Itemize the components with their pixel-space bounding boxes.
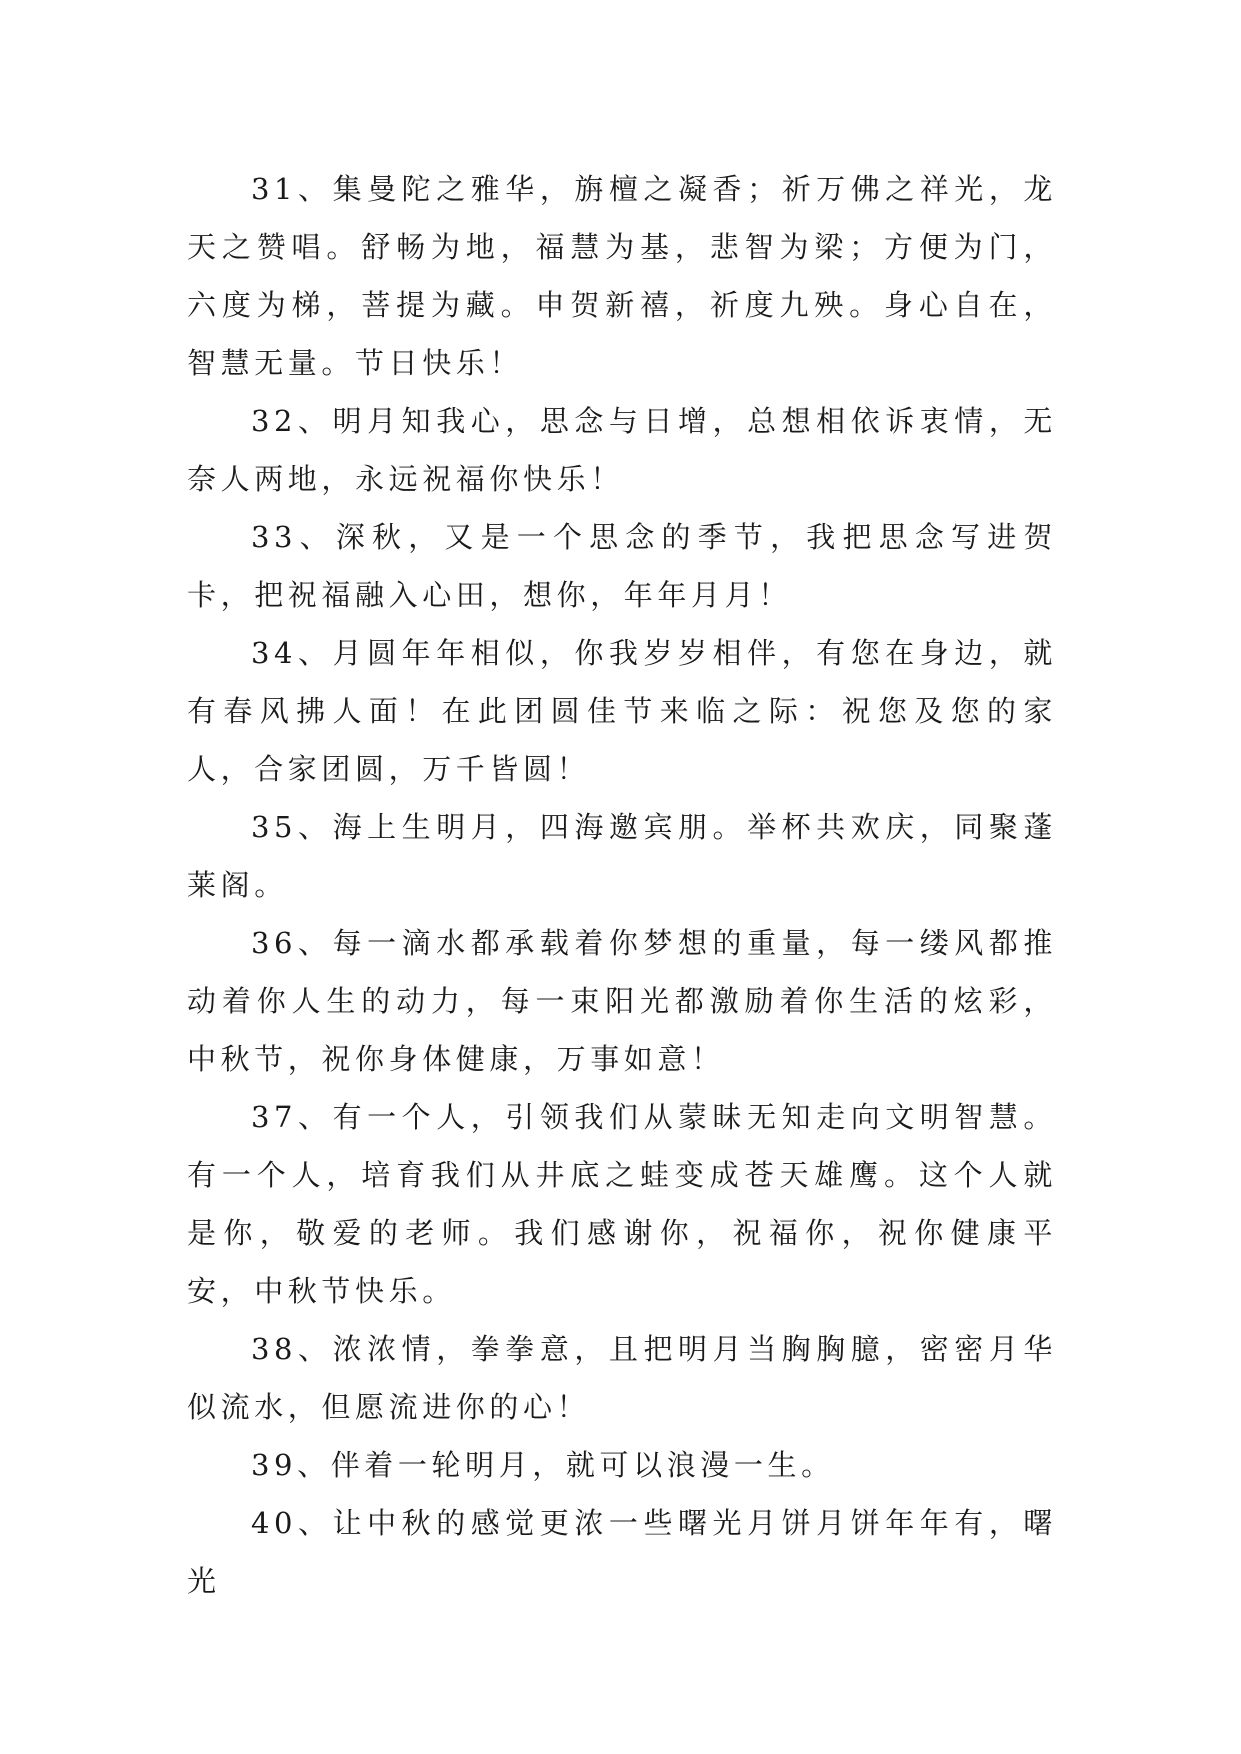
paragraph-37: 37、有一个人，引领我们从蒙昧无知走向文明智慧。有一个人，培育我们从井底之蛙变成苍天雄鹰。这个人就是你，敬爱的老师。我们感谢你，祝福你，祝你健康平安，中秋节快乐。 <box>187 1100 1057 1308</box>
document-page <box>187 160 1057 1610</box>
paragraph-35: 35、海上生明月，四海邀宾朋。举杯共欢庆，同聚蓬莱阁。 <box>187 810 1057 902</box>
paragraph-39: 39、伴着一轮明月，就可以浪漫一生。 <box>251 1448 835 1482</box>
paragraph-34: 34、月圆年年相似，你我岁岁相伴，有您在身边，就有春风拂人面！在此团圆佳节来临之际：祝您及您的家人，合家团圆，万千皆圆！ <box>187 636 1057 786</box>
paragraph-31: 31、集曼陀之雅华，旃檀之凝香；祈万佛之祥光，龙天之赞唱。舒畅为地，福慧为基，悲智为梁；方便为门，六度为梯，菩提为藏。申贺新禧，祈度九殃。身心自在，智慧无量。节日快乐！ <box>187 172 1057 380</box>
paragraph-32: 32、明月知我心，思念与日增，总想相依诉衷情，无奈人两地，永远祝福你快乐！ <box>187 404 1057 496</box>
paragraph-36: 36、每一滴水都承载着你梦想的重量，每一缕风都推动着你人生的动力，每一束阳光都激励着你生活的炫彩，中秋节，祝你身体健康，万事如意！ <box>187 926 1057 1076</box>
paragraph-40: 40、让中秋的感觉更浓一些曙光月饼月饼年年有，曙光 <box>187 1506 1057 1598</box>
paragraph-38: 38、浓浓情，拳拳意，且把明月当胸胸臆，密密月华似流水，但愿流进你的心！ <box>187 1332 1057 1424</box>
paragraph-33: 33、深秋，又是一个思念的季节，我把思念写进贺卡，把祝福融入心田，想你，年年月月！ <box>187 520 1057 612</box>
